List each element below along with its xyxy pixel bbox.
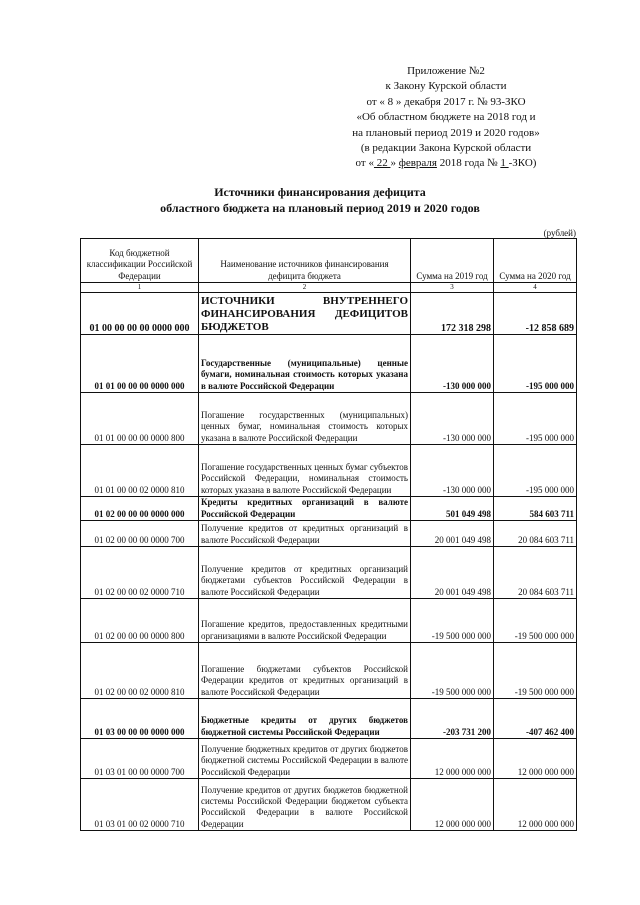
table-row	[81, 779, 577, 831]
row-2020: -195 000 000	[494, 445, 577, 497]
table-row	[81, 335, 577, 393]
row-code: 01 01 00 00 00 0000 000	[81, 335, 199, 393]
row-code: 01 01 00 00 02 0000 810	[81, 445, 199, 497]
row-2019: -130 000 000	[411, 393, 494, 445]
appendix-law-date: от « 8 » декабря 2017 г. № 93-ЗКО	[366, 95, 526, 108]
row-code: 01 03 01 00 00 0000 700	[81, 739, 199, 779]
row-name: Государственные (муниципальные) ценные бумаги, номинальная стоимость которых указана в валюте Российской Федерации	[199, 335, 411, 393]
table-row	[81, 521, 577, 547]
row-2020: -407 462 400	[494, 699, 577, 739]
row-2019: -203 731 200	[411, 699, 494, 739]
table-row	[81, 739, 577, 779]
row-name: Получение кредитов от кредитных организаций в валюте Российской Федерации	[199, 521, 411, 547]
appendix-law-title-1: «Об областном бюджете на 2018 год и	[356, 111, 536, 124]
row-code: 01 02 00 00 00 0000 700	[81, 521, 199, 547]
row-name: Погашение бюджетами субъектов Российской Федерации кредитов от кредитных организаций в валюте Российской Федерации	[199, 643, 411, 699]
row-2020: 12 000 000 000	[494, 739, 577, 779]
row-2019: 20 001 049 498	[411, 547, 494, 599]
row-2020: -195 000 000	[494, 393, 577, 445]
row-2019: -130 000 000	[411, 335, 494, 393]
row-code: 01 02 00 00 00 0000 000	[81, 497, 199, 521]
col-number: 2	[199, 283, 411, 293]
row-2019: -19 500 000 000	[411, 599, 494, 643]
row-2020: 12 000 000 000	[494, 779, 577, 831]
table-row	[81, 547, 577, 599]
col-number: 3	[411, 283, 494, 293]
document-title: Источники финансирования дефицита областного бюджета на плановый период 2019 и 2020 годов	[160, 185, 480, 215]
col-number: 1	[81, 283, 199, 293]
row-name: Кредиты кредитных организаций в валюте Российской Федерации	[199, 497, 411, 521]
row-2020: -12 858 689	[494, 293, 577, 335]
appendix-block	[316, 64, 576, 172]
header-code: Код бюджетной классификации Российской Федерации	[81, 239, 199, 283]
row-name: Получение бюджетных кредитов от других бюджетов бюджетной системы Российской Федерации в валюте Российской Федерации	[199, 739, 411, 779]
row-2020: 20 084 603 711	[494, 547, 577, 599]
row-2019: -130 000 000	[411, 445, 494, 497]
row-2019: 20 001 049 498	[411, 521, 494, 547]
table-row	[81, 445, 577, 497]
row-code: 01 02 00 00 00 0000 800	[81, 599, 199, 643]
row-name: Погашение государственных ценных бумаг субъектов Российской Федерации, номинальная стоимость которых указана в валюте Российской Федерации	[199, 445, 411, 497]
row-code: 01 02 00 00 02 0000 710	[81, 547, 199, 599]
appendix-number: Приложение №2	[407, 65, 485, 77]
row-code: 01 03 00 00 00 0000 000	[81, 699, 199, 739]
table-row	[81, 393, 577, 445]
row-name: Погашение государственных (муниципальных) ценных бумаг, номинальная стоимость которых указана в валюте Российской Федерации	[199, 393, 411, 445]
row-name: ИСТОЧНИКИ ВНУТРЕННЕГО ФИНАНСИРОВАНИЯ ДЕФИЦИТОВ БЮДЖЕТОВ	[199, 293, 411, 335]
row-2020: 584 603 711	[494, 497, 577, 521]
header-2020: Сумма на 2020 год	[494, 239, 577, 283]
unit-label: (рублей)	[543, 228, 576, 238]
table-row	[81, 497, 577, 521]
header-2019: Сумма на 2019 год	[411, 239, 494, 283]
row-2019: 12 000 000 000	[411, 739, 494, 779]
row-name: Получение кредитов от кредитных организаций бюджетами субъектов Российской Федерации в валюте Российской Федерации	[199, 547, 411, 599]
row-name: Бюджетные кредиты от других бюджетов бюджетной системы Российской Федерации	[199, 699, 411, 739]
table-row	[81, 699, 577, 739]
row-2019: 501 049 498	[411, 497, 494, 521]
table-row	[81, 599, 577, 643]
row-name: Получение кредитов от других бюджетов бюджетной системы Российской Федерации бюджетом субъекта Российской Федерации в валюте Российской Федерации	[199, 779, 411, 831]
table-header-row	[81, 239, 577, 283]
row-2020: -195 000 000	[494, 335, 577, 393]
row-code: 01 03 01 00 02 0000 710	[81, 779, 199, 831]
row-name: Погашение кредитов, предоставленных кредитными организациями в валюте Российской Федерации	[199, 599, 411, 643]
col-number: 4	[494, 283, 577, 293]
row-2019: 12 000 000 000	[411, 779, 494, 831]
row-code: 01 01 00 00 00 0000 800	[81, 393, 199, 445]
header-name: Наименование источников финансирования дефицита бюджета	[199, 239, 411, 283]
row-code: 01 02 00 00 02 0000 810	[81, 643, 199, 699]
appendix-law-title-2: на плановый период 2019 и 2020 годов»	[352, 126, 540, 139]
row-2020: -19 500 000 000	[494, 599, 577, 643]
sources-table	[80, 238, 577, 831]
column-number-row	[81, 283, 577, 293]
appendix-edition-date: от « 22 » февраля 2018 года № 1 -ЗКО)	[355, 157, 537, 170]
table-row	[81, 643, 577, 699]
row-2020: 20 084 603 711	[494, 521, 577, 547]
table-row	[81, 293, 577, 335]
row-2019: -19 500 000 000	[411, 643, 494, 699]
row-2020: -19 500 000 000	[494, 643, 577, 699]
appendix-law-ref: к Закону Курской области	[385, 80, 507, 93]
row-code: 01 00 00 00 00 0000 000	[81, 293, 199, 335]
row-2019: 172 318 298	[411, 293, 494, 335]
appendix-edition: (в редакции Закона Курской области	[360, 142, 532, 155]
